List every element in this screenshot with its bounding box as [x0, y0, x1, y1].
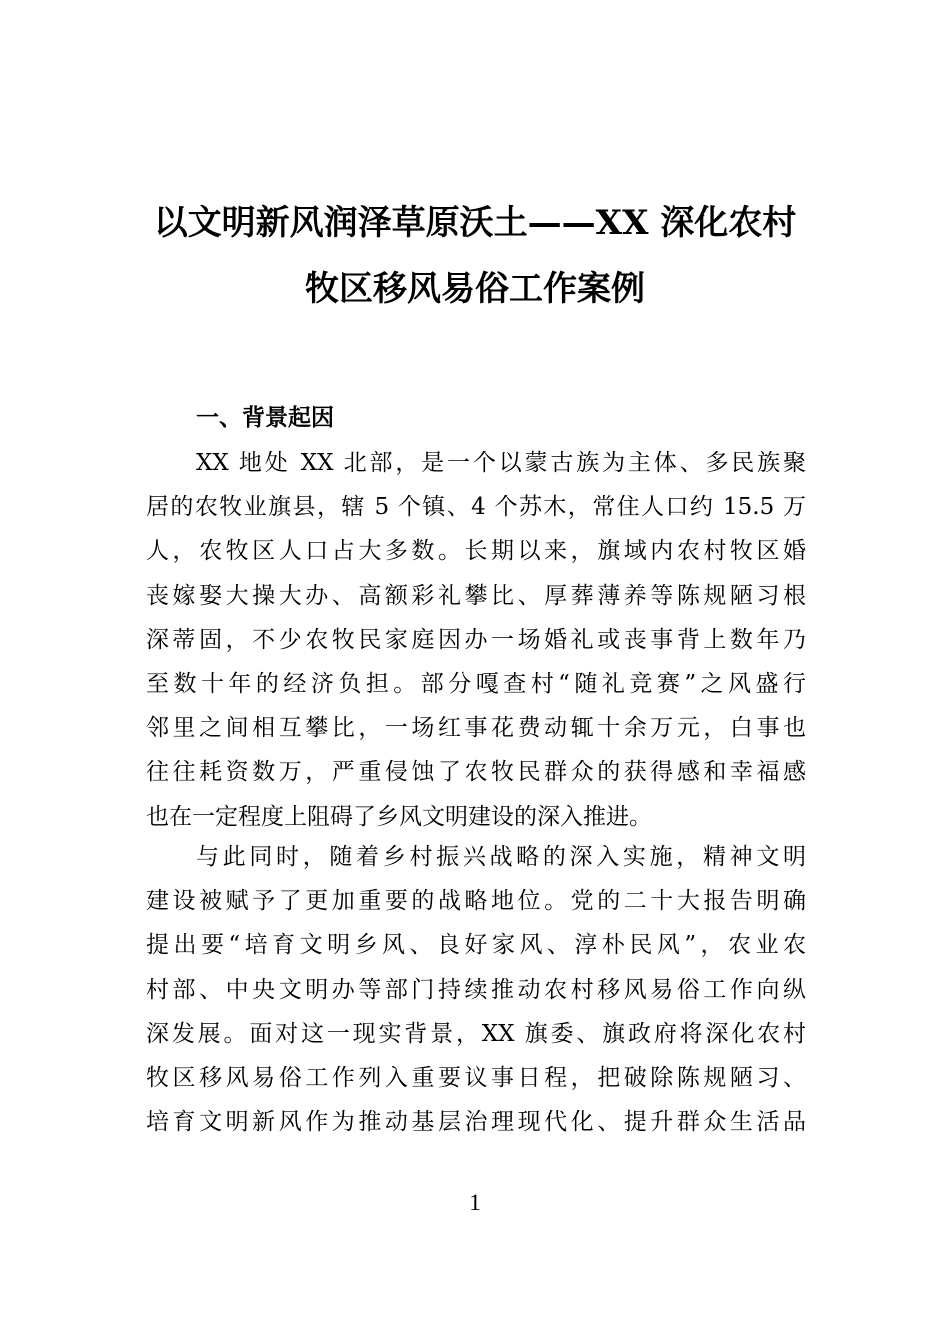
paragraph-line: 牧区移风易俗工作列入重要议事日程，把破除陈规陋习、 [146, 1064, 806, 1091]
paragraph-context [146, 835, 806, 1144]
page-number: 1 [469, 1190, 481, 1215]
paragraph-line: 培育文明新风作为推动基层治理现代化、提升群众生活品 [146, 1109, 806, 1136]
paragraph-line: 也在一定程度上阻碍了乡风文明建设的深入推进。 [146, 803, 652, 830]
paragraph-line: 深发展。面对这一现实背景，XX 旗委、旗政府将深化农村 [146, 1020, 806, 1047]
paragraph-line: 居的农牧业旗县，辖 5 个镇、4 个苏木，常住人口约 15.5 万 [146, 494, 806, 521]
paragraph-line: 建设被赋予了更加重要的战略地位。党的二十大报告明确 [146, 888, 806, 915]
paragraph-line: 人，农牧区人口占大多数。长期以来，旗域内农村牧区婚 [146, 538, 806, 565]
paragraph-line: 至数十年的经济负担。部分嘎查村“随礼竞赛”之风盛行 [146, 670, 806, 697]
paragraph-line: 与此同时，随着乡村振兴战略的深入实施，精神文明 [196, 844, 806, 870]
paragraph-line: 村部、中央文明办等部门持续推动农村移风易俗工作向纵 [146, 976, 806, 1003]
paragraph-line: 深蒂固，不少农牧民家庭因办一场婚礼或丧事背上数年乃 [146, 626, 806, 653]
title-line: 牧区移风易俗工作案例 [305, 269, 645, 309]
document-title [140, 190, 810, 322]
paragraph-line: 往往耗资数万，严重侵蚀了农牧民群众的获得感和幸福感 [146, 759, 806, 786]
paragraph-background [146, 441, 806, 839]
paragraph-line: 邻里之间相互攀比，一场红事花费动辄十余万元，白事也 [146, 715, 806, 742]
section-heading: 一、背景起因 [196, 405, 334, 431]
paragraph-line: 提出要“培育文明乡风、良好家风、淳朴民风”，农业农 [146, 932, 806, 959]
paragraph-line: XX 地处 XX 北部，是一个以蒙古族为主体、多民族聚 [196, 450, 806, 476]
title-line: 以文明新风润泽草原沃土——XX 深化农村 [153, 203, 797, 243]
paragraph-line: 丧嫁娶大操大办、高额彩礼攀比、厚葬薄养等陈规陋习根 [146, 582, 806, 609]
